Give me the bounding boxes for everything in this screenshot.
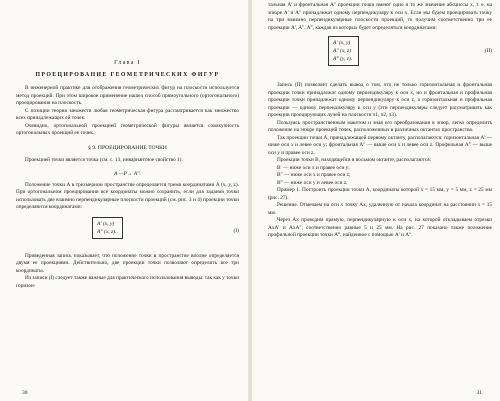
chapter-heading: Глава I — [114, 60, 141, 66]
list-item: B‴ — ниже оси y и левее оси z. — [277, 179, 348, 186]
formula-row — [16, 217, 239, 249]
right-page-content — [268, 2, 492, 240]
formula-line: A″ (x, z) — [333, 48, 352, 54]
chapter-title: ПРОЕЦИРОВАНИЕ ГЕОМЕТРИЧЕСКИХ ФИГУР — [35, 71, 220, 78]
paragraph: Через Ax проводим прямую, перпендикулярную к оси x, на которой откладываем отрезки AxA′ и AxA″, соответственно равные 5 и 25 мм. На рис. 27 показано также положение профильной проекции точки A‴, найденное с помощью A′ и A″. — [268, 217, 492, 238]
formula-line: A‴ (y, z). — [333, 56, 353, 62]
list-item: B″ — ниже оси x и правее оси z; — [277, 172, 351, 178]
right-page — [250, 0, 500, 401]
mapping-arrow: —P→ — [118, 170, 133, 177]
paragraph: С позиции теории множеств любая геометрическая фигура рассматривается как множество всех принадлежащих ей точек. — [16, 107, 239, 121]
paragraph: Положение точки A в трехмерном пространстве определяется тремя координатами A (x, y, z). При ортогональном проецировании все координаты можно сохранить, если для задания точки использовать две взаимно перпендикулярные плоскости проекций (см. рис. 3 и 4) проекции точки определяются координатами: — [16, 181, 239, 210]
formula-box-2 — [328, 36, 359, 66]
left-page-content — [16, 8, 239, 290]
formula-number: (I) — [233, 227, 239, 234]
paragraph: Приведенная запись показывает, что положение точки в пространстве вполне определяется двумя ее проекциями. Действительно, две проекции точки позволяют определить все три координаты. — [16, 252, 239, 274]
list-item: B′ — ниже оси x и правее оси y; — [277, 164, 350, 171]
paragraph: Проекции точки B, находящейся в восьмом октанте, располагаются: — [277, 157, 432, 163]
formula-row — [268, 36, 492, 74]
paragraph: Проекцией точки является точка (см. с. 13, инвариантное свойство 1). — [25, 157, 183, 163]
formula-line: A′ (x, y) — [333, 40, 351, 46]
projection-mapping — [16, 171, 239, 177]
paragraph: Очевидно, ортогональной проекцией геометрической фигуры является совокупность ортогональных проекций ее точек. — [16, 122, 239, 136]
paragraph: Из записи (I) следует также важные для практического использования выводы: так как у точки горизон- — [16, 275, 239, 289]
section-heading: § 9. ПРОЕЦИРОВАНИЕ ТОЧКИ — [88, 144, 167, 151]
example-paragraph: Пример 1. Построить проекции точки A, координаты которой x = 15 мм, y = 5 мм, z = 25 мм (рис. 27). — [268, 187, 492, 201]
mapping-target: A′′. — [133, 170, 141, 177]
page-number: 30 — [22, 390, 28, 396]
paragraph: Запись (II) позволяет сделать вывод о том, что не только горизонтальная и фронтальная проекции точки принадлежат одному перпендикуляру к оси x, но и фронтальная и профильная проекции точки принадлежат одному перпендикуляру к оси z, а горизонтальная и профильная проекции — одному перпендикуляру к оси y (эти перпендикуляры следует рассматривать как проекции проецирующих лучей на плоскости π1, π2, π3). — [268, 82, 492, 118]
solution-paragraph: Решение. Отмечаем на оси x точку Ax, удаленную от начала координат на расстоянии x = 15 мм. — [268, 202, 492, 216]
formula-box-1 — [92, 217, 123, 239]
formula-line: A′ (x, y) — [97, 220, 115, 227]
paragraph: тальная A′ и фронтальная A″ проекции точки имеют одно и то же значение абсциссы x, т. е. на эпюре A′ и A″ принадлежат одному перпендикуляру к оси x. Если мы будем проецировать точку на три взаимно перпендикулярные плоскости проекций, то получим соответственно три ее проекции A′, A″, A‴, каждая из которых будет определяться координатами: — [268, 2, 492, 31]
formula-number: (II) — [484, 48, 492, 54]
paragraph: Пользуясь пространственным макетом и зная его преобразования в эпюр, легко определить положение на эпюре проекций точек, расположенных в различных октантах пространства. — [268, 119, 492, 133]
formula-line: A″ (x, z). — [97, 228, 117, 235]
mapping-source: A — [114, 170, 118, 177]
paragraph: В инженерной практике для отображения геометрических фигур на плоскости используется метод проекций. При этом широкое применение нашел способ прямоугольного (ортогонального) проецирования на плоскость. — [16, 85, 239, 106]
page-number: 31 — [476, 390, 482, 396]
paragraph: Так проекции точки A, принадлежащей первому октанту, располагаются: горизонтальная A′ — ниже оси x и левее оси y; фронтальная A″ — выше оси x и левее оси z. Профильная A‴ — выше оси y и правее оси z. — [268, 134, 492, 156]
